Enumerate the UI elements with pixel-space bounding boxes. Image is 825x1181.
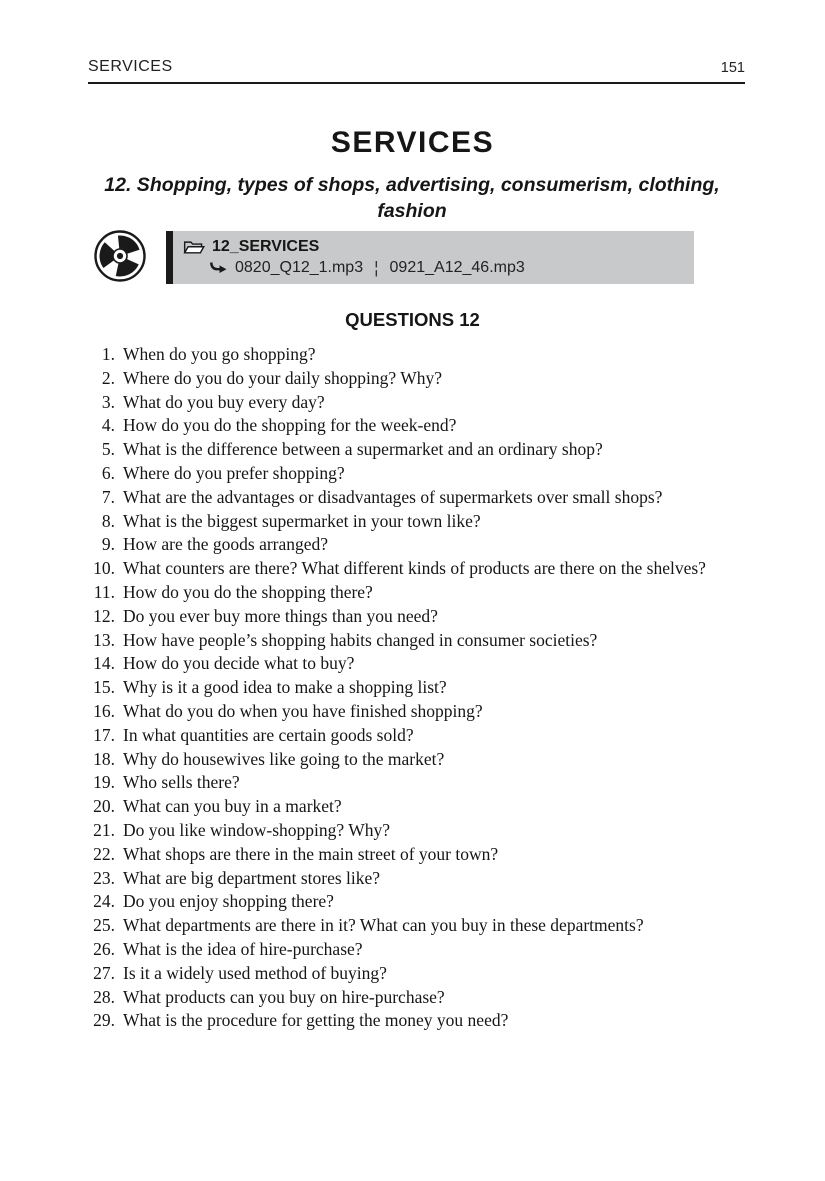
question-text: What is the difference between a supermarket and an ordinary shop? <box>123 439 603 460</box>
question-number: 5. <box>101 439 115 460</box>
question-number: 17. <box>93 724 115 745</box>
cd-icon <box>93 229 147 283</box>
question-text: When do you go shopping? <box>123 344 316 364</box>
question-number: 8. <box>101 510 115 531</box>
audio-file-2: 0921_A12_46.mp3 <box>389 258 525 276</box>
running-header <box>88 58 745 84</box>
question-number: 19. <box>93 772 115 793</box>
question-text: What are big department stores like? <box>123 867 381 888</box>
question-text: What are the advantages or disadvantages of supermarkets over small shops? <box>123 486 663 507</box>
question-number: 1. <box>101 344 115 364</box>
question-row <box>85 629 745 653</box>
question-text: What departments are there in it? What can you buy in these departments? <box>123 915 644 936</box>
file-separator: ¦ <box>374 257 379 277</box>
question-number: 13. <box>93 629 115 650</box>
question-number: 23. <box>93 867 115 888</box>
question-row <box>85 914 745 938</box>
question-number: 20. <box>93 796 115 817</box>
question-text: What is the idea of hire-purchase? <box>123 938 363 959</box>
question-row <box>85 510 745 534</box>
question-number: 2. <box>101 367 115 388</box>
question-number: 12. <box>93 605 115 626</box>
question-row <box>85 533 745 557</box>
question-row <box>85 962 745 986</box>
question-row <box>85 676 745 700</box>
question-text: In what quantities are certain goods sold? <box>123 724 414 745</box>
question-text: Where do you do your daily shopping? Why? <box>123 367 442 388</box>
question-text: How are the goods arranged? <box>123 534 329 555</box>
chapter-subtitle: 12. Shopping, types of shops, advertising, consumerism, clothing, fashion <box>104 174 720 222</box>
question-row <box>85 700 745 724</box>
section-heading: QUESTIONS 12 <box>345 309 480 330</box>
question-text: How do you do the shopping there? <box>123 581 373 602</box>
question-row <box>85 1009 745 1033</box>
question-number: 11. <box>93 581 115 602</box>
question-text: Why is it a good idea to make a shopping list? <box>123 677 447 698</box>
question-row <box>85 819 745 843</box>
question-text: What products can you buy on hire-purchase? <box>123 986 445 1007</box>
question-number: 15. <box>93 677 115 698</box>
running-header-title: SERVICES <box>88 58 173 75</box>
question-row <box>85 367 745 391</box>
question-number: 6. <box>101 462 115 483</box>
question-number: 16. <box>93 700 115 721</box>
question-text: Why do housewives like going to the market? <box>123 748 445 769</box>
question-number: 10. <box>93 558 115 579</box>
question-number: 27. <box>93 962 115 983</box>
question-text: How do you do the shopping for the week-end? <box>123 415 457 436</box>
question-row <box>85 391 745 415</box>
audio-box-left-bar <box>166 231 173 284</box>
question-text: Is it a widely used method of buying? <box>123 962 387 983</box>
audio-box <box>173 231 694 284</box>
question-number: 21. <box>93 819 115 840</box>
question-number: 9. <box>101 534 115 555</box>
question-text: What counters are there? What different kinds of products are there on the shelves? <box>123 558 706 579</box>
question-row <box>85 581 745 605</box>
question-number: 3. <box>101 391 115 412</box>
question-row <box>85 438 745 462</box>
question-row <box>85 557 745 581</box>
question-text: What is the biggest supermarket in your town like? <box>123 510 481 531</box>
question-text: Do you enjoy shopping there? <box>123 891 334 912</box>
question-row <box>85 771 745 795</box>
question-row <box>85 867 745 891</box>
audio-file-1: 0820_Q12_1.mp3 <box>235 258 364 276</box>
question-text: What do you buy every day? <box>123 391 325 412</box>
question-row <box>85 652 745 676</box>
question-row <box>85 938 745 962</box>
question-text: Do you ever buy more things than you need? <box>123 605 438 626</box>
question-text: Do you like window-shopping? Why? <box>123 819 391 840</box>
question-text: What is the procedure for getting the money you need? <box>123 1010 509 1031</box>
question-text: What can you buy in a market? <box>123 796 342 817</box>
question-row <box>85 462 745 486</box>
page-number: 151 <box>720 60 745 76</box>
question-list <box>85 343 745 1033</box>
chapter-title: SERVICES <box>330 126 495 159</box>
folder-icon <box>183 239 205 255</box>
question-row <box>85 414 745 438</box>
question-row <box>85 724 745 748</box>
question-text: Where do you prefer shopping? <box>123 462 345 483</box>
question-number: 29. <box>93 1010 115 1031</box>
arrow-icon <box>209 261 228 274</box>
question-number: 25. <box>93 915 115 936</box>
question-number: 18. <box>93 748 115 769</box>
question-number: 22. <box>93 843 115 864</box>
question-row <box>85 486 745 510</box>
question-row <box>85 843 745 867</box>
question-text: What do you do when you have finished shopping? <box>123 700 483 721</box>
question-text: How have people’s shopping habits changed in consumer societies? <box>123 629 598 650</box>
audio-reference-block <box>93 231 694 284</box>
question-text: How do you decide what to buy? <box>123 653 355 674</box>
question-number: 24. <box>93 891 115 912</box>
question-row <box>85 986 745 1010</box>
question-number: 14. <box>93 653 115 674</box>
question-number: 28. <box>93 986 115 1007</box>
question-row <box>85 795 745 819</box>
audio-folder-name: 12_SERVICES <box>212 237 320 255</box>
question-text: Who sells there? <box>123 772 240 793</box>
question-number: 7. <box>101 486 115 507</box>
question-row <box>85 343 745 367</box>
question-row <box>85 890 745 914</box>
question-number: 4. <box>101 415 115 436</box>
question-row <box>85 748 745 772</box>
question-row <box>85 605 745 629</box>
question-number: 26. <box>93 938 115 959</box>
question-text: What shops are there in the main street of your town? <box>123 843 499 864</box>
